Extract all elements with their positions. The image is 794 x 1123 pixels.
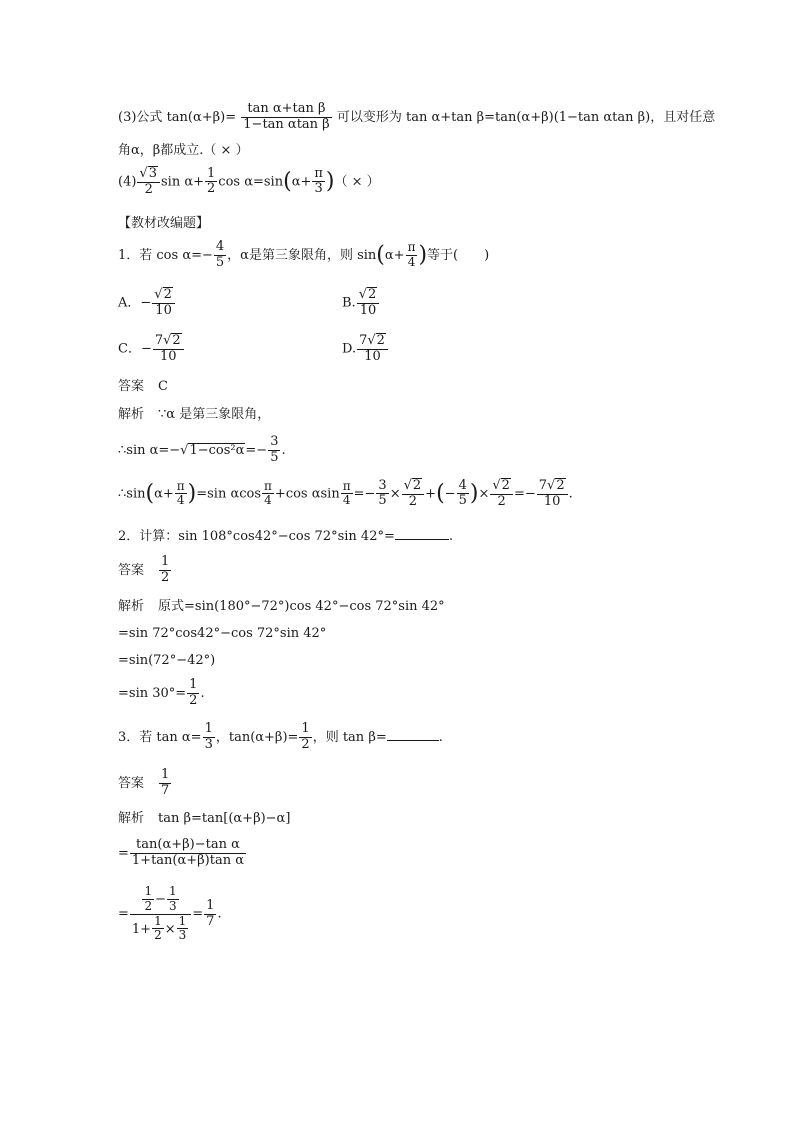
q1-stem: 1．若 cos α=− $\frac{4}{5}$ ，α是第三象限角，则 sin(α+ $\frac{\pi}{4}$ )等于( ) (118, 239, 490, 270)
section-heading: 【教材改编题】 (118, 216, 210, 231)
q1-answer: 答案 C (118, 379, 168, 394)
q3-solution-3: = $\frac{1}{2}$ − $\frac{1}{3}$ 1+ $\frac{1}{2}$ × $\frac{1}{3}$ = $\frac{1}{7}$ . (118, 884, 222, 943)
q1-solution-3: ∴sin(α+ $\frac{\pi}{4}$ )=sin αcos $\frac{\pi}{4}$ +cos αsin $\frac{\pi}{4}$ =− $\frac{3}{5}$ × $\frac{√2}{2}$ +(− $\frac{4}{5}$ )× $\frac{√2}{2}$ =− $\frac{7√2}{10}$ . (118, 477, 573, 509)
item4-line: (4) $\frac{√3}{2}$ sin α+ $\frac{1}{2}$ cos α=sin(α+ $\frac{\pi}{3}$ )（ × ） (118, 165, 380, 197)
q2-solution-1: 解析 原式=sin(180°−72°)cos 42°−cos 72°sin 42° (118, 599, 445, 614)
item4-pi-over-3: $\frac{\pi}{3}$ (314, 165, 323, 197)
item4-mark: （ × ） (334, 174, 380, 190)
item3-line1 (118, 102, 715, 133)
item3-line2: 角α，β都成立.（ × ） (118, 143, 249, 158)
item3-fraction: $\frac{\text{tan α+tan β}}{\text{1−tan αtan β}}$ (243, 101, 330, 132)
q2-solution-2: =sin 72°cos42°−cos 72°sin 42° (118, 626, 327, 641)
q3-stem: 3．若 tan α= $\frac{1}{3}$ ，tan(α+β)= $\frac{1}{2}$ ，则 tan β= . (118, 721, 443, 752)
item3-text: 可以变形为 tan α+tan β=tan(α+β)(1−tan αtan β)，且对任意 (336, 109, 716, 125)
q1-solution-2: ∴sin α=−√1−cos²α=− $\frac{3}{5}$ . (118, 434, 286, 465)
q1-option-b: B. $\frac{√2}{10}$ (342, 287, 380, 319)
q3-solution-1: 解析 tan β=tan[(α+β)−α] (118, 811, 291, 826)
q1-option-c: C．− $\frac{7√2}{10}$ (118, 333, 185, 365)
q2-solution-4: =sin 30°= $\frac{1}{2}$ . (118, 677, 205, 708)
q2-solution-3: =sin(72°−42°) (118, 653, 216, 668)
q2-answer: 答案 $\frac{1}{2}$ (118, 554, 170, 585)
item3-lhs: tan(α+β)= (166, 109, 237, 125)
item4-half: $\frac{1}{2}$ (207, 165, 216, 197)
q1-option-d: D. $\frac{7√2}{10}$ (342, 333, 389, 365)
item3-label: (3)公式 (118, 109, 163, 125)
q1-option-a: A．− $\frac{√2}{10}$ (118, 287, 176, 319)
q3-complex-fraction: $\frac{1}{2}$ − $\frac{1}{3}$ 1+ $\frac{1}{2}$ × $\frac{1}{3}$ (130, 885, 191, 943)
q1-solution-1: 解析 ∵α 是第三象限角， (118, 407, 271, 422)
q3-answer: 答案 $\frac{1}{7}$ (118, 767, 170, 798)
item4-sqrt3-over-2: $\frac{√3}{2}$ (137, 166, 160, 198)
q3-solution-2: = $\frac{\text{tan(α+β)−tan α}}{\text{1+tan(α+β)tan α}}$ (118, 837, 245, 868)
q2-stem: 2．计算：sin 108°cos42°−cos 72°sin 42°= . (118, 529, 453, 544)
